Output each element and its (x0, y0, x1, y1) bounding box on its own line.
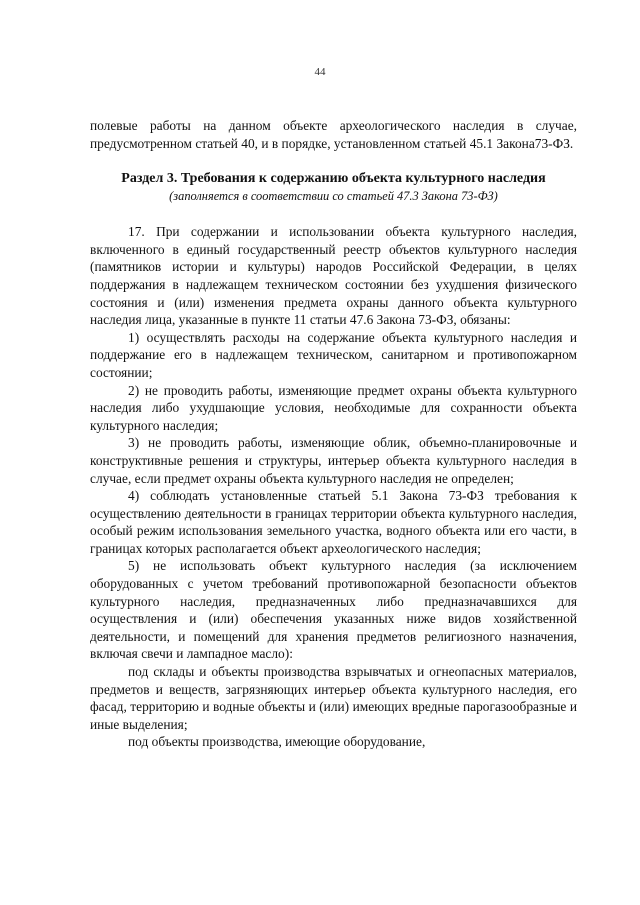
section-subtitle: (заполняется в соответствии со статьей 47.3 Закона 73-ФЗ) (169, 189, 498, 204)
sub-item-warehouses: под склады и объекты производства взрывчатых и огнеопасных материалов, предметов и веществ, загрязняющих интерьер объекта культурного наследия, его фасад, территорию и водные объекты и (или) имеющих вредные парогазообразные и иные выделения; (90, 664, 577, 732)
page-number: 44 (314, 66, 326, 78)
list-item-5: 5) не использовать объект культурного наследия (за исключением оборудованных с учетом требований противопожарной безопасности объектов культурного наследия, предназначенных либо предназначавшихся для осуществления и (или) обеспечения указанных ниже видов хозяйственной деятельности, и помещений для хранения предметов религиозного назначения, включая свечи и лампадное масло): (90, 558, 577, 662)
list-item-2: 2) не проводить работы, изменяющие предмет охраны объекта культурного наследия либо ухудшающие условия, необходимые для сохранности объекта культурного наследия; (90, 382, 577, 433)
list-item-3: 3) не проводить работы, изменяющие облик, объемно-планировочные и конструктивные решения и структуры, интерьер объекта культурного наследия в случае, если предмет охраны объекта культурного наследия не определен; (90, 435, 577, 486)
list-item-4: 4) соблюдать установленные статьей 5.1 Закона 73-ФЗ требования к осуществлению деятельности в границах территории объекта культурного наследия, особый режим использования земельного участка, водного объекта или его части, в границах которых располагается объект археологического наследия; (90, 488, 577, 556)
intro-paragraph: полевые работы на данном объекте археологического наследия в случае, предусмотренном статьей 40, и в порядке, установленном статьей 45.1 Закона73-ФЗ. (90, 118, 577, 151)
list-item-1: 1) осуществлять расходы на содержание объекта культурного наследия и поддержание его в надлежащем техническом, санитарном и противопожарном состоянии; (90, 329, 577, 380)
section-title: Раздел 3. Требования к содержанию объекта культурного наследия (121, 171, 546, 187)
sub-item-production: под объекты производства, имеющие оборудование, (128, 734, 426, 750)
clause-17: 17. При содержании и использовании объекта культурного наследия, включенного в единый государственный реестр объектов культурного наследия (памятников истории и культуры) народов Российской Федерации, в целях поддержания в надлежащем техническом состоянии без ухудшения физического состояния и (или) изменения предмета охраны данного объекта культурного наследия лица, указанные в пункте 11 статьи 47.6 Закона 73-ФЗ, обязаны: (90, 224, 577, 328)
document-body (90, 117, 577, 751)
